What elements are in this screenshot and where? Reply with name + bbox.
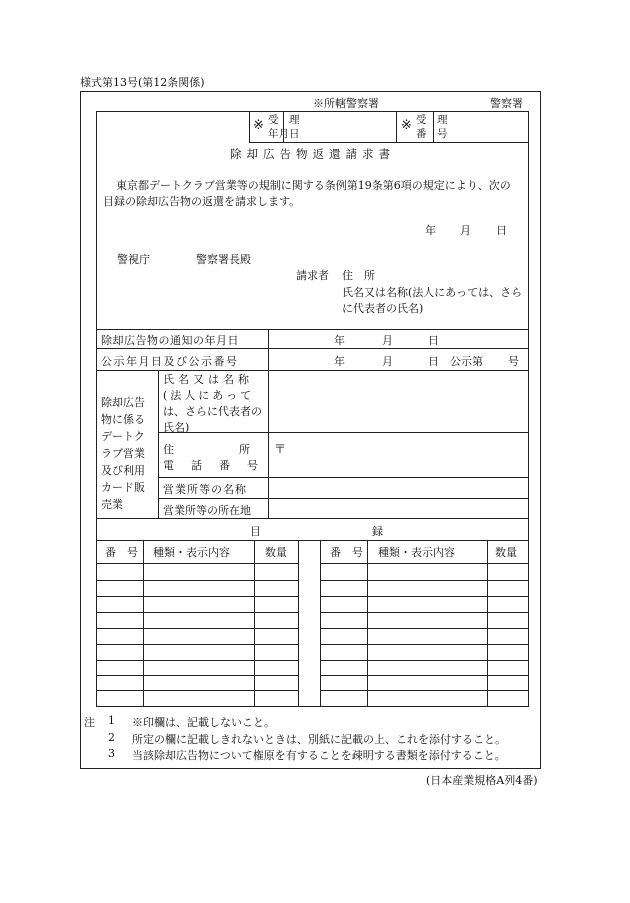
requester-address-label: 住 所: [342, 269, 375, 282]
catalog-left-col-qty: 数量: [265, 546, 287, 559]
body-paragraph-1: 東京都デートクラブ営業等の規制に関する条例第19条第6項の規定により、次の: [116, 179, 511, 192]
receipt-number-label-2: 番 号: [416, 128, 448, 140]
catalog-right-row-line: [320, 580, 529, 581]
note-1-number: 1: [108, 714, 115, 727]
note-3-number: 3: [108, 747, 115, 760]
catalog-left-row-line: [96, 612, 299, 613]
receipt-date-mark: ※: [253, 118, 264, 133]
catalog-left-col-type: 種類・表示内容: [153, 546, 230, 559]
catalog-right-col-type: 種類・表示内容: [378, 546, 455, 559]
business-name-field-label: 氏名又は名称 (法人にあって は、さらに代表者の 氏名): [163, 373, 262, 434]
catalog-right-row-line: [320, 660, 529, 661]
catalog-title-left: 目: [250, 525, 261, 538]
receipt-date-label-1: 受 理: [268, 114, 300, 126]
catalog-left-row-line: [96, 644, 299, 645]
catalog-left-col-no: 番 号: [105, 546, 138, 559]
receipt-number-mark: ※: [401, 118, 412, 133]
receipt-number-label-1: 受 理: [416, 114, 448, 126]
catalog-left-row-line: [96, 563, 299, 564]
catalog-left-row-line: [96, 628, 299, 629]
business-section-label: 除却広告 物に係る デートク ラブ営業 及び利用 カード販 売業: [101, 396, 145, 511]
pub-month: 月: [382, 355, 393, 368]
catalog-right-row-line: [320, 628, 529, 629]
business-phone-label: 電 話 番 号: [163, 459, 261, 472]
body-paragraph-2: 目録の除却広告物の返還を請求します。: [103, 195, 301, 208]
requester-label: 請求者: [296, 269, 329, 282]
receipt-date-label-2: 年月日: [268, 128, 300, 140]
catalog-right-col-no: 番 号: [330, 546, 363, 559]
date-day: 日: [496, 224, 507, 237]
note-3-text: 当該除却広告物について権原を有することを疎明する書類を添付すること。: [132, 749, 506, 762]
addressee-org: 警視庁: [117, 253, 150, 266]
catalog-right-row-line: [320, 596, 529, 597]
catalog-right-col-qty: 数量: [495, 546, 517, 559]
notice-date-label: 除却広告物の通知の年月日: [101, 334, 239, 347]
office-name-label: 営業所等の名称: [163, 483, 247, 496]
date-month: 月: [460, 224, 471, 237]
requester-name-label-2: に代表者の氏名): [342, 302, 424, 315]
notice-day: 日: [428, 334, 439, 347]
catalog-left-row-line: [96, 675, 299, 676]
postal-mark: 〒: [274, 442, 287, 456]
document-title: 除却広告物返還請求書: [230, 147, 395, 161]
catalog-left-row-line: [96, 580, 299, 581]
publication-label: 公示年月日及び公示番号: [101, 355, 239, 368]
paper-standard: (日本産業規格A列4番): [426, 774, 538, 787]
pub-no-prefix: 公示第: [450, 355, 483, 368]
notice-year: 年: [334, 334, 345, 347]
catalog-title-right: 録: [372, 525, 383, 538]
note-1-text: ※印欄は、記載しないこと。: [132, 716, 275, 729]
catalog-right-row-line: [320, 690, 529, 691]
note-2-text: 所定の欄に記載しきれないときは、別紙に記載の上、これを添付すること。: [132, 733, 506, 746]
note-2-number: 2: [108, 731, 115, 744]
form-number: 様式第13号(第12条関係): [80, 76, 205, 89]
catalog-right-row-line: [320, 675, 529, 676]
notes-prefix: 注: [84, 716, 95, 729]
catalog-right-row-line: [320, 644, 529, 645]
business-address-label: 住 所: [163, 443, 258, 456]
date-year: 年: [425, 224, 436, 237]
catalog-left-row-line: [96, 596, 299, 597]
catalog-left-row-line: [96, 690, 299, 691]
pub-no-suffix: 号: [508, 355, 519, 368]
pub-day: 日: [428, 355, 439, 368]
catalog-left-row-line: [96, 660, 299, 661]
requester-name-label-1: 氏名又は名称(法人にあっては、さら: [342, 286, 523, 299]
catalog-right-row-line: [320, 612, 529, 613]
addressee-chief: 警察署長殿: [196, 253, 251, 266]
pub-year: 年: [334, 355, 345, 368]
office-location-label: 営業所等の所在地: [163, 504, 251, 517]
notice-month: 月: [382, 334, 393, 347]
catalog-right-row-line: [320, 563, 529, 564]
jurisdiction-note: ※所轄警察署: [313, 97, 379, 110]
station-suffix: 警察署: [490, 97, 523, 110]
